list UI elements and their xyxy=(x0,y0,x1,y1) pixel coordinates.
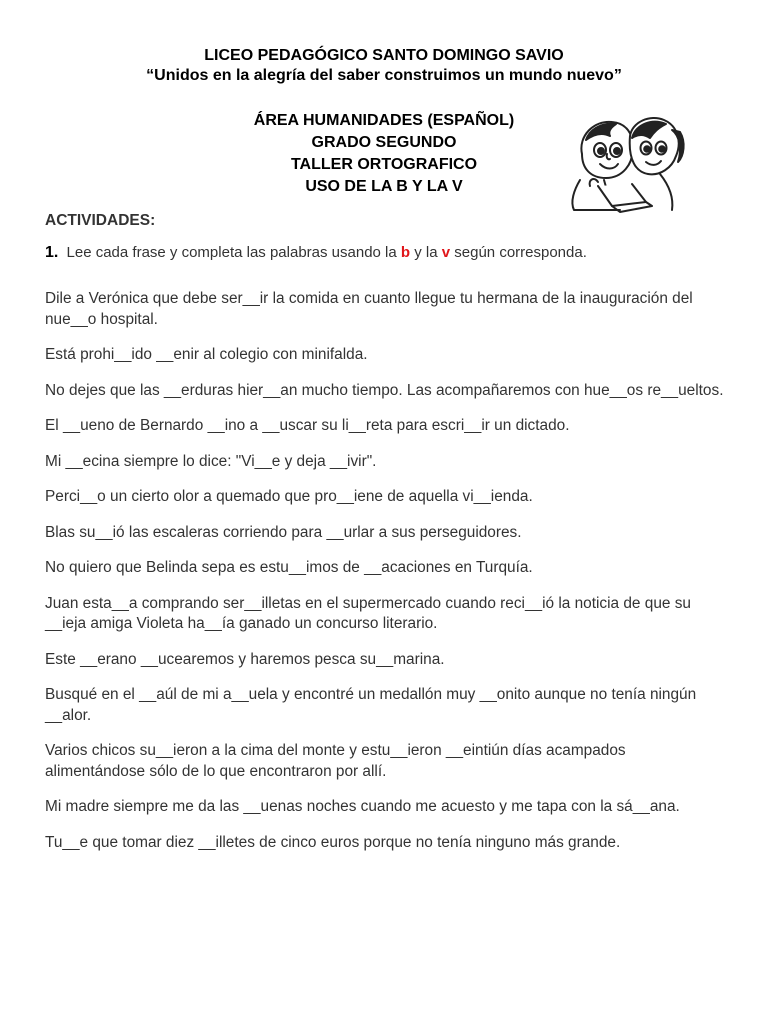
school-motto: “Unidos en la alegría del saber construimos un mundo nuevo” xyxy=(146,67,622,84)
exercise-sentence: El __ueno de Bernardo __ino a __uscar su li__reta para escri__ir un dictado. xyxy=(45,417,570,434)
activity-number: 1. xyxy=(45,244,59,261)
exercise-sentence: Mi madre siempre me da las __uenas noches cuando me acuesto y me tapa con la sá__ana. xyxy=(45,798,680,815)
letter-b: b xyxy=(400,244,411,261)
workshop-title: TALLER ORTOGRAFICO xyxy=(290,156,478,173)
instruction-text-1: Lee cada frase y completa las palabras usando la xyxy=(66,244,397,261)
instruction-text-2: y la xyxy=(414,244,438,261)
exercise-sentence: Juan esta__a comprando ser__illetas en el supermercado cuando reci__ió la noticia de que su __ieja amiga Violeta ha__ía ganado un concurso literario. xyxy=(45,594,691,632)
exercise-sentence: Busqué en el __aúl de mi a__uela y encontré un medallón muy __onito aunque no tenía ningún __alor. xyxy=(45,686,697,724)
letter-v: v xyxy=(441,244,451,261)
exercise-sentences xyxy=(45,289,725,853)
children-reading-icon xyxy=(560,106,688,218)
school-name: LICEO PEDAGÓGICO SANTO DOMINGO SAVIO xyxy=(204,47,564,64)
activities-heading: ACTIVIDADES: xyxy=(45,212,156,229)
exercise-sentence: Varios chicos su__ieron a la cima del monte y estu__ieron __eintiún días acampados alimentándose sólo de lo que encontraron por allí. xyxy=(45,742,626,780)
exercise-sentence: Dile a Verónica que debe ser__ir la comida en cuanto llegue tu hermana de la inauguración del nue__o hospital. xyxy=(45,290,693,328)
instruction-line xyxy=(45,244,587,262)
grade-title: GRADO SEGUNDO xyxy=(311,134,457,151)
exercise-sentence: Mi __ecina siempre lo dice: "Vi__e y deja __ivir". xyxy=(45,452,377,470)
exercise-sentence: Perci__o un cierto olor a quemado que pro__iene de aquella vi__ienda. xyxy=(45,488,533,505)
document-header xyxy=(0,46,768,86)
instruction-text-3: según corresponda. xyxy=(454,244,587,261)
area-title: ÁREA HUMANIDADES (ESPAÑOL) xyxy=(253,112,515,129)
exercise-sentence: Tu__e que tomar diez __illetes de cinco euros porque no tenía ninguno más grande. xyxy=(45,833,621,851)
exercise-sentence: Este __erano __ucearemos y haremos pesca su__marina. xyxy=(45,650,445,668)
topic-title: USO DE LA B Y LA V xyxy=(305,178,463,195)
exercise-sentence: No quiero que Belinda sepa es estu__imos de __acaciones en Turquía. xyxy=(45,559,533,576)
exercise-sentence: Blas su__ió las escaleras corriendo para __urlar a sus perseguidores. xyxy=(45,523,522,541)
exercise-sentence: No dejes que las __erduras hier__an mucho tiempo. Las acompañaremos con hue__os re__ueltos. xyxy=(45,381,724,399)
exercise-sentence: Está prohi__ido __enir al colegio con minifalda. xyxy=(45,346,368,363)
